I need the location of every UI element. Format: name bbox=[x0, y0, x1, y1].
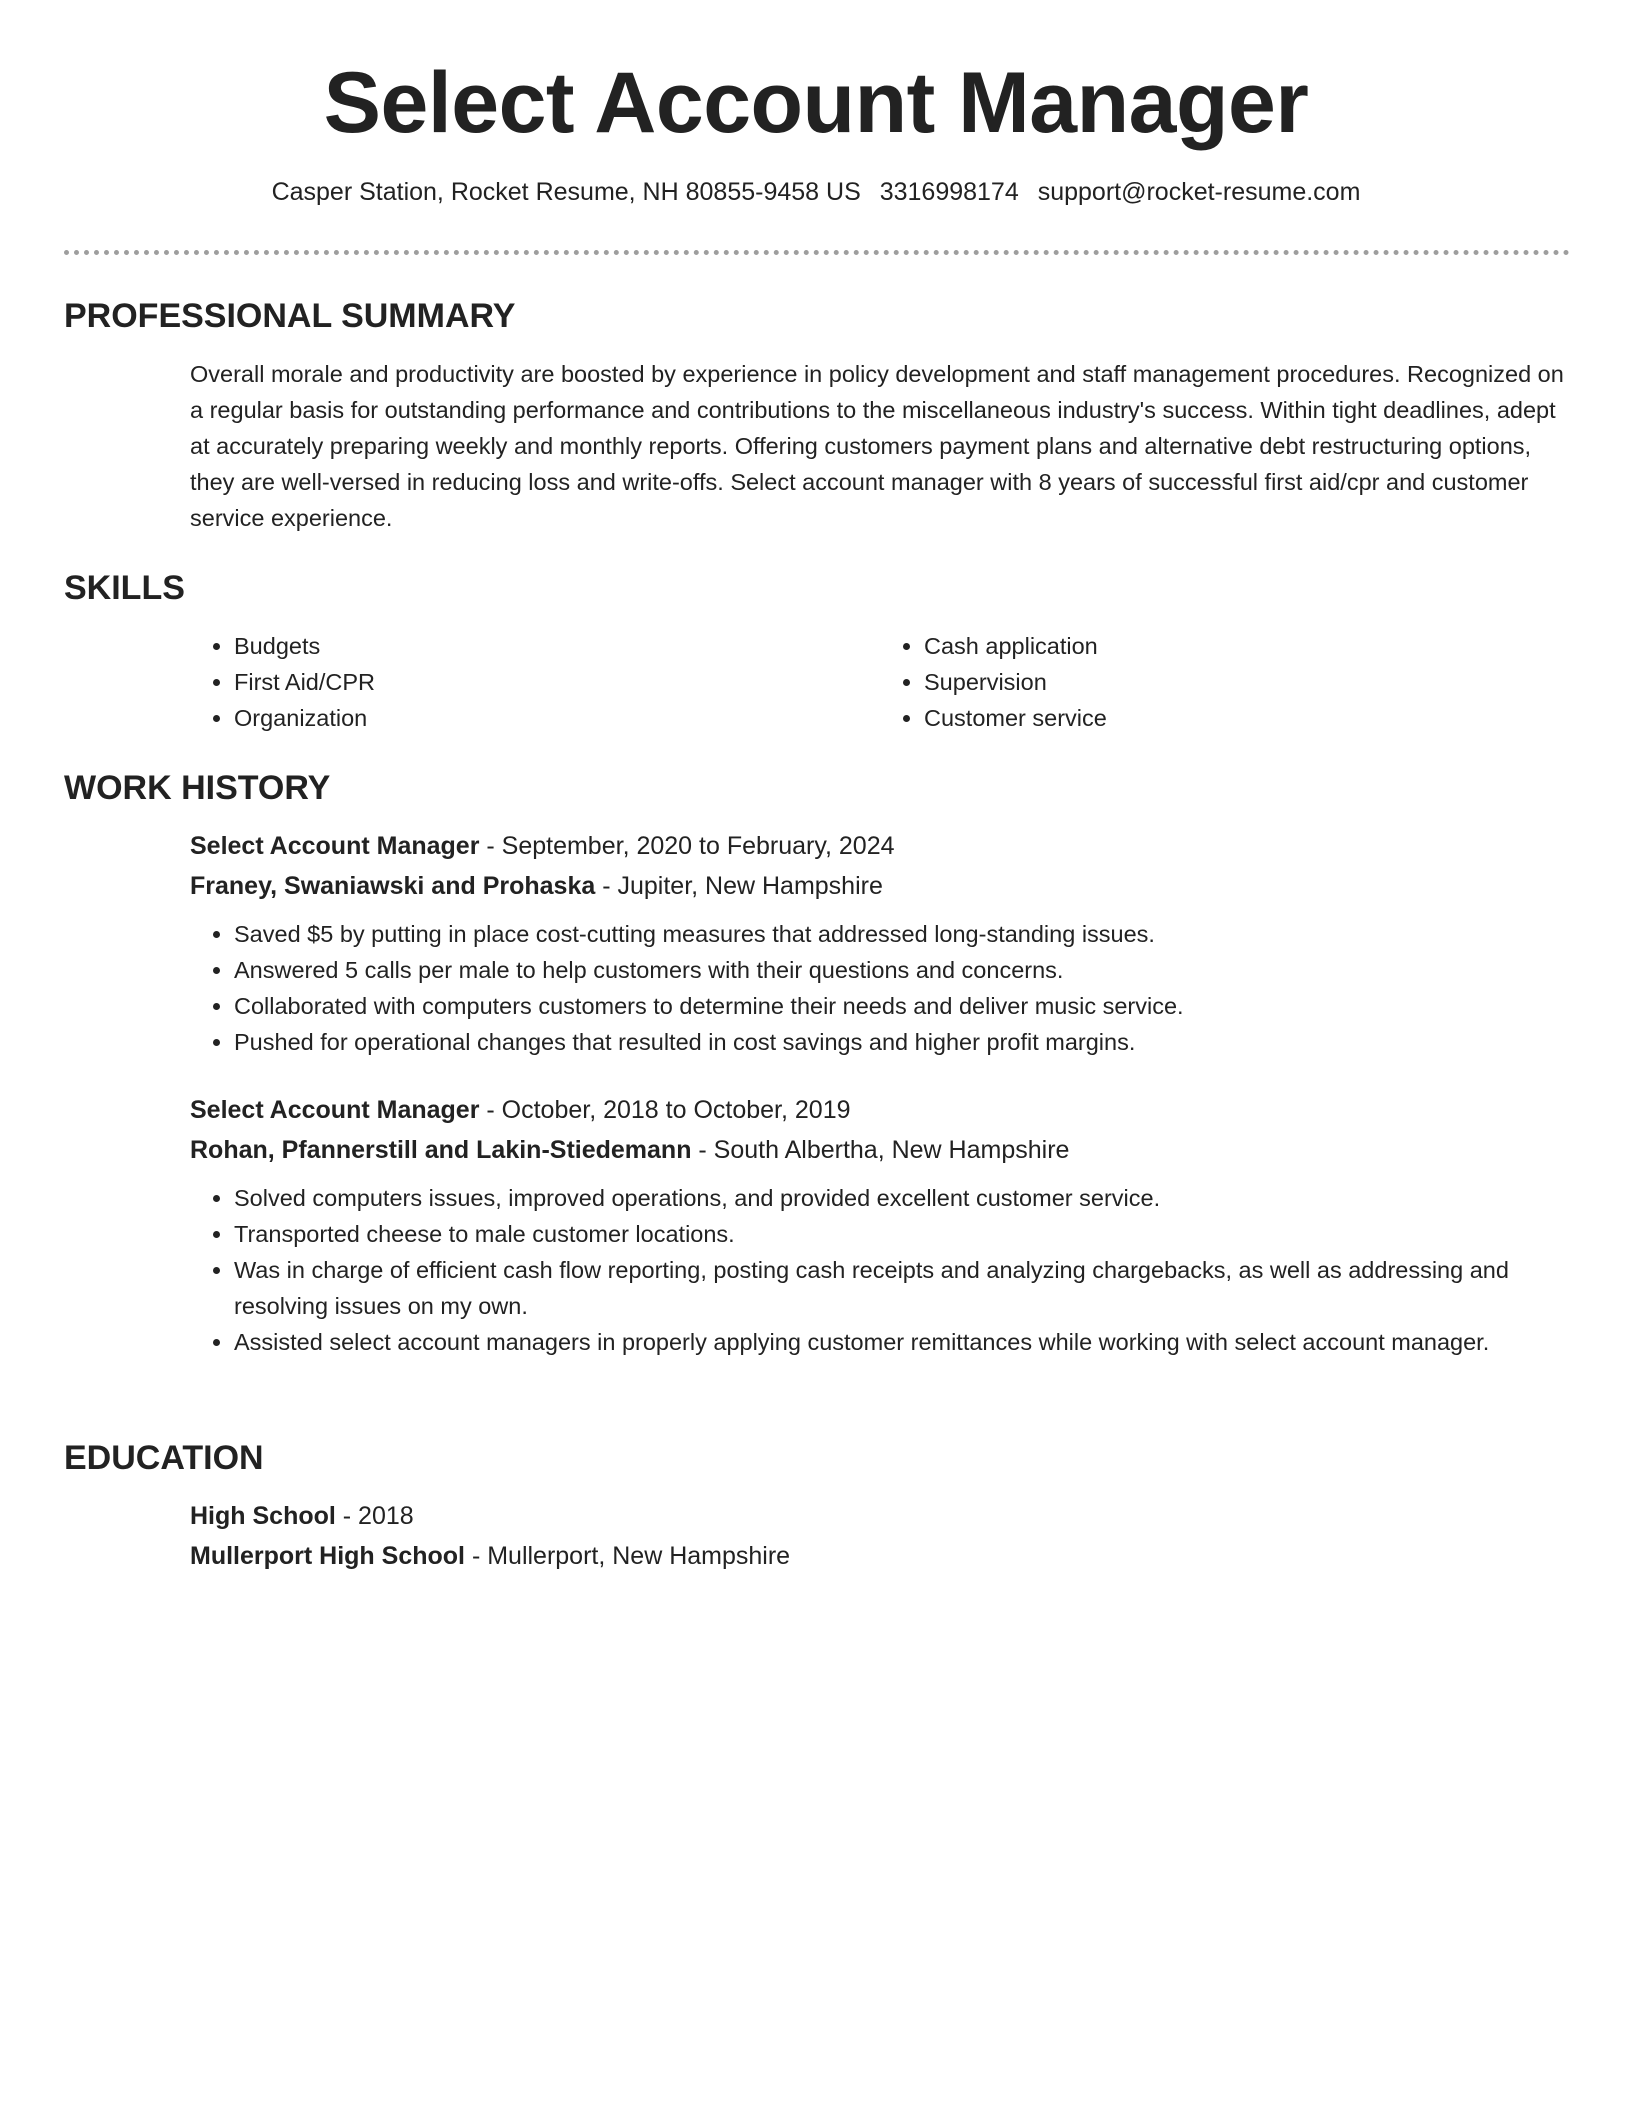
skills-column-left bbox=[190, 628, 880, 736]
education-degree: High School bbox=[190, 1502, 336, 1531]
job-bullet: • Collaborated with computers customers to determine their needs and deliver music service. bbox=[234, 988, 1570, 1024]
job-bullet: • Saved $5 by putting in place cost-cutting measures that addressed long-standing issues. bbox=[234, 916, 1570, 952]
job-location: - South Albertha, New Hampshire bbox=[691, 1136, 1070, 1165]
job-company: Franey, Swaniawski and Prohaska bbox=[190, 872, 596, 901]
job-title-line bbox=[190, 826, 1570, 866]
work-heading: WORK HISTORY bbox=[64, 769, 331, 807]
job-dates: - October, 2018 to October, 2019 bbox=[479, 1096, 851, 1125]
job-bullets bbox=[190, 1180, 1570, 1360]
job-company-line bbox=[190, 866, 1570, 906]
job-location: - Jupiter, New Hampshire bbox=[595, 872, 883, 901]
summary-text: Overall morale and productivity are boosted by experience in policy development and staff management procedures. Recognized on a regular basis for outstanding performance and contributions to the miscellaneous industry's success. Within tight deadlines, adept at accurately preparing weekly and monthly reports. Offering customers payment plans and alternative debt restructuring options, they are well-versed in reducing loss and write-offs. Select account manager with 8 years of successful first aid/cpr and customer service experience. bbox=[190, 361, 1564, 532]
education-section bbox=[64, 1436, 1570, 1576]
education-location: - Mullerport, New Hampshire bbox=[465, 1542, 791, 1571]
skill-item: • First Aid/CPR bbox=[234, 664, 880, 700]
job-role: Select Account Manager bbox=[190, 1096, 480, 1125]
education-entry bbox=[190, 1496, 1570, 1576]
job-bullet: • Was in charge of efficient cash flow reporting, posting cash receipts and analyzing chargebacks, as well as addressing and resolving issues on my own. bbox=[234, 1252, 1570, 1324]
skill-item: • Supervision bbox=[924, 664, 1570, 700]
skills-heading: SKILLS bbox=[64, 569, 185, 607]
contact-address: Casper Station, Rocket Resume, NH 80855-9458 US bbox=[271, 178, 861, 207]
contact-email: support@rocket-resume.com bbox=[1037, 178, 1361, 207]
skill-item: • Cash application bbox=[924, 628, 1570, 664]
skill-item: • Organization bbox=[234, 700, 880, 736]
job-entry bbox=[190, 1090, 1570, 1360]
education-school-line bbox=[190, 1536, 1570, 1576]
candidate-name: Select Account Manager bbox=[323, 55, 1309, 151]
header-divider bbox=[64, 250, 1570, 255]
job-entry bbox=[190, 826, 1570, 1060]
skill-item: • Customer service bbox=[924, 700, 1570, 736]
job-bullet: • Pushed for operational changes that resulted in cost savings and higher profit margins. bbox=[234, 1024, 1570, 1060]
job-bullet: • Transported cheese to male customer locations. bbox=[234, 1216, 1570, 1252]
summary-heading: PROFESSIONAL SUMMARY bbox=[64, 297, 516, 335]
job-bullet: • Assisted select account managers in properly applying customer remittances while working with select account manager. bbox=[234, 1324, 1570, 1360]
skill-item: • Budgets bbox=[234, 628, 880, 664]
skills-grid bbox=[190, 628, 1570, 736]
job-dates: - September, 2020 to February, 2024 bbox=[479, 832, 895, 861]
job-role: Select Account Manager bbox=[190, 832, 480, 861]
job-bullets bbox=[190, 916, 1570, 1060]
job-company-line bbox=[190, 1130, 1570, 1170]
contact-line bbox=[0, 175, 1632, 210]
skills-section bbox=[64, 566, 1570, 736]
summary-section bbox=[64, 294, 1570, 536]
education-heading: EDUCATION bbox=[64, 1439, 264, 1477]
education-degree-line bbox=[190, 1496, 1570, 1536]
education-school: Mullerport High School bbox=[190, 1542, 465, 1571]
work-section bbox=[64, 766, 1570, 1360]
job-title-line bbox=[190, 1090, 1570, 1130]
education-year: - 2018 bbox=[335, 1502, 414, 1531]
job-bullet: • Answered 5 calls per male to help customers with their questions and concerns. bbox=[234, 952, 1570, 988]
skills-column-right bbox=[880, 628, 1570, 736]
contact-phone: 3316998174 bbox=[879, 178, 1019, 207]
job-bullet: • Solved computers issues, improved operations, and provided excellent customer service. bbox=[234, 1180, 1570, 1216]
resume-header bbox=[0, 0, 1632, 210]
job-company: Rohan, Pfannerstill and Lakin-Stiedemann bbox=[190, 1136, 692, 1165]
